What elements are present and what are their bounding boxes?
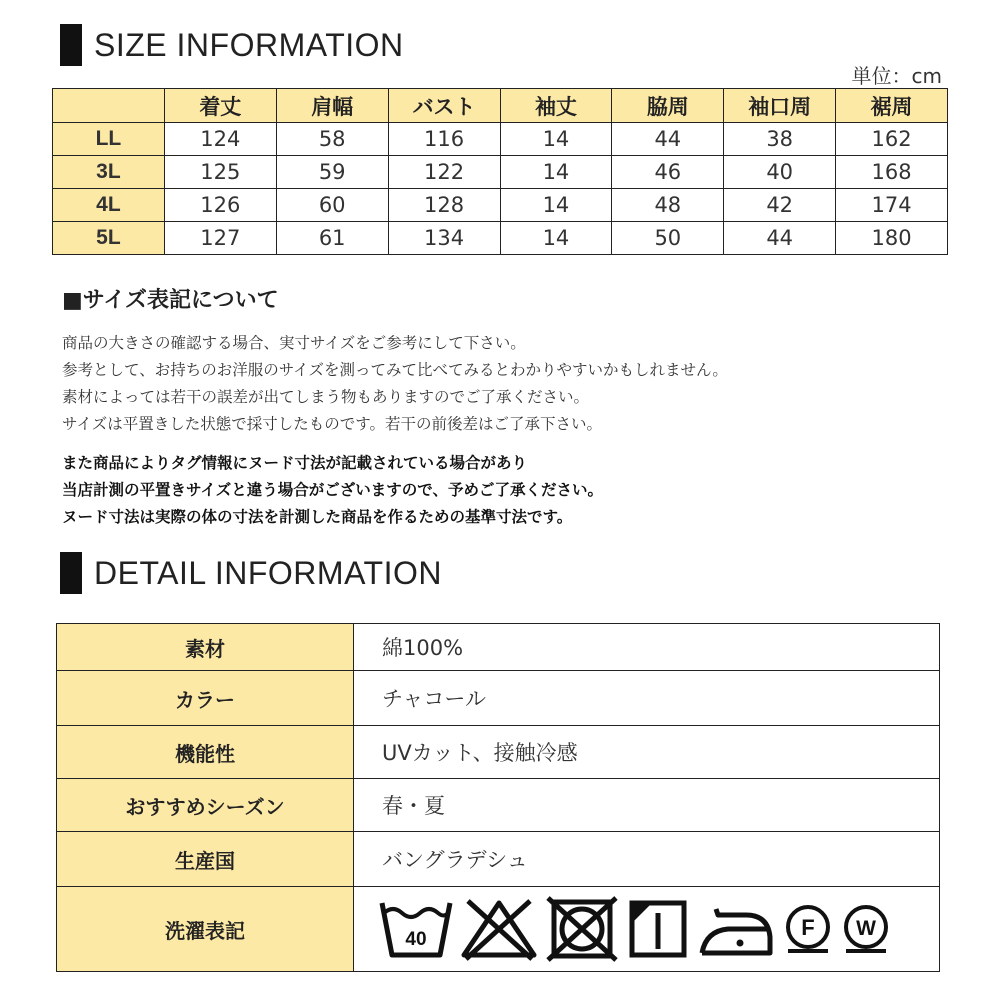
table-row	[53, 222, 948, 255]
table-row	[57, 832, 940, 887]
table-cell: 126	[164, 189, 276, 222]
detail-value: UVカット、接触冷感	[354, 726, 940, 779]
wash-40-icon	[378, 897, 454, 961]
no-tumble-dry-icon	[544, 896, 620, 962]
detail-value: 綿100%	[354, 624, 940, 671]
table-cell: 128	[388, 189, 500, 222]
table-cell: 134	[388, 222, 500, 255]
detail-label: 洗濯表記	[57, 887, 354, 972]
no-bleach-icon	[460, 897, 538, 961]
detail-label: カラー	[57, 671, 354, 726]
iron-low-icon	[696, 897, 776, 961]
table-row	[53, 123, 948, 156]
table-cell: 125	[164, 156, 276, 189]
detail-value: バングラデシュ	[354, 832, 940, 887]
line-dry-shade-icon	[626, 897, 690, 961]
unit-label: 単位：cm	[851, 64, 942, 88]
size-section-title: SIZE INFORMATION	[94, 26, 404, 63]
wet-clean-w-icon	[840, 903, 892, 955]
table-cell: 14	[500, 156, 612, 189]
table-cell: 162	[836, 123, 948, 156]
header-cell: 袖口周	[724, 89, 836, 123]
dry-clean-letter: F	[801, 915, 815, 940]
detail-value: チャコール	[354, 671, 940, 726]
detail-label: 機能性	[57, 726, 354, 779]
detail-label: 素材	[57, 624, 354, 671]
size-notes-title: ■サイズ表記について	[62, 288, 279, 313]
size-label: LL	[53, 123, 165, 156]
table-cell: 40	[724, 156, 836, 189]
table-cell: 50	[612, 222, 724, 255]
size-section-heading	[60, 24, 404, 66]
nude-size-notice	[62, 450, 603, 531]
size-label: 5L	[53, 222, 165, 255]
header-corner	[53, 89, 165, 123]
table-cell: 48	[612, 189, 724, 222]
header-cell: 袖丈	[500, 89, 612, 123]
table-row	[57, 887, 940, 972]
table-cell: 14	[500, 123, 612, 156]
table-cell: 14	[500, 189, 612, 222]
table-row	[57, 671, 940, 726]
table-row	[53, 156, 948, 189]
bold-note-line: 当店計測の平置きサイズと違う場合がございますので、予めご了承ください。	[62, 481, 603, 499]
table-cell: 60	[276, 189, 388, 222]
size-table	[52, 88, 948, 255]
table-cell: 168	[836, 156, 948, 189]
header-cell: バスト	[388, 89, 500, 123]
table-cell: 42	[724, 189, 836, 222]
dry-clean-f-icon	[782, 903, 834, 955]
table-cell: 58	[276, 123, 388, 156]
size-label: 3L	[53, 156, 165, 189]
table-row	[57, 726, 940, 779]
detail-label: おすすめシーズン	[57, 779, 354, 832]
table-cell: 38	[724, 123, 836, 156]
note-line: サイズは平置きした状態で採寸したものです。若干の前後差はご了承下さい。	[62, 415, 603, 433]
care-icons-row	[378, 896, 938, 962]
detail-value: 春・夏	[354, 779, 940, 832]
wet-clean-letter: W	[856, 917, 876, 940]
detail-section-heading	[60, 552, 442, 594]
size-label: 4L	[53, 189, 165, 222]
header-cell: 裾周	[836, 89, 948, 123]
table-cell: 127	[164, 222, 276, 255]
table-cell: 44	[612, 123, 724, 156]
table-cell: 116	[388, 123, 500, 156]
table-row	[53, 189, 948, 222]
header-cell: 脇周	[612, 89, 724, 123]
note-line: 素材によっては若干の誤差が出てしまう物もありますのでご了承ください。	[62, 388, 590, 406]
table-cell: 122	[388, 156, 500, 189]
table-cell: 174	[836, 189, 948, 222]
size-table-header	[53, 89, 948, 123]
table-cell: 180	[836, 222, 948, 255]
table-cell: 59	[276, 156, 388, 189]
detail-label: 生産国	[57, 832, 354, 887]
table-cell: 44	[724, 222, 836, 255]
header-cell: 着丈	[164, 89, 276, 123]
table-cell: 46	[612, 156, 724, 189]
detail-section-title: DETAIL INFORMATION	[94, 554, 442, 591]
bold-note-line: また商品によりタグ情報にヌード寸法が記載されている場合があり	[62, 454, 528, 472]
bold-note-line: ヌード寸法は実際の体の寸法を計測した商品を作るための基準寸法です。	[62, 508, 573, 526]
table-row	[57, 779, 940, 832]
table-cell: 124	[164, 123, 276, 156]
heading-bar	[60, 24, 82, 66]
note-line: 商品の大きさの確認する場合、実寸サイズをご参考にして下さい。	[62, 334, 526, 352]
care-symbols	[354, 887, 940, 972]
detail-table	[56, 623, 940, 972]
table-row	[57, 624, 940, 671]
header-cell: 肩幅	[276, 89, 388, 123]
size-notes-text	[62, 330, 728, 438]
wash-temp-text: 40	[405, 929, 427, 950]
table-cell: 61	[276, 222, 388, 255]
heading-bar	[60, 552, 82, 594]
table-cell: 14	[500, 222, 612, 255]
note-line: 参考として、お持ちのお洋服のサイズを測ってみて比べてみるとわかりやすいかもしれません。	[62, 361, 728, 379]
